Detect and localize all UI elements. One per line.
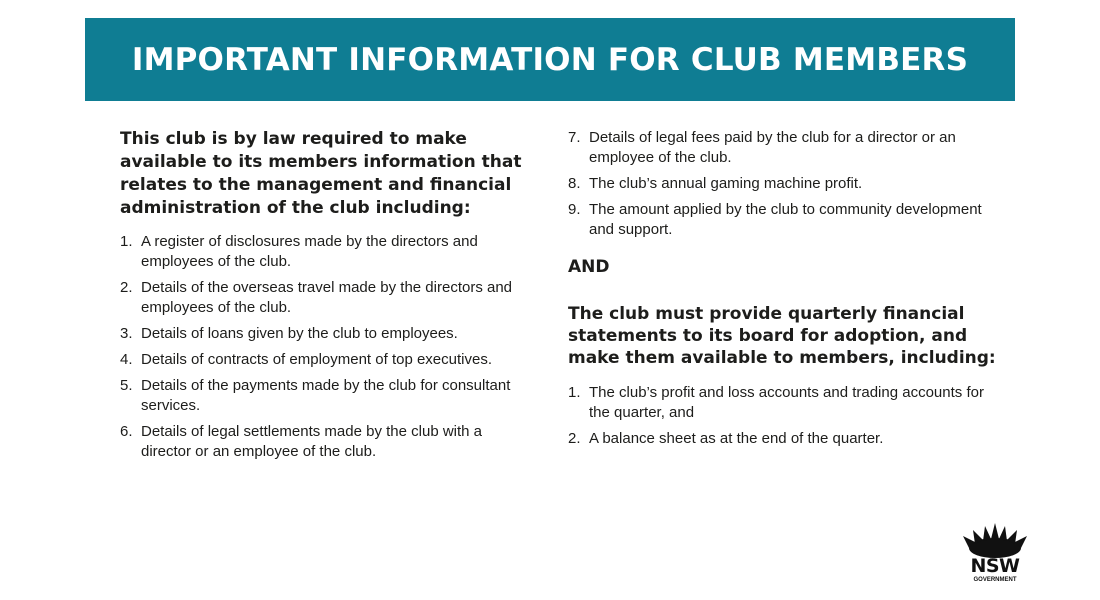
title-banner bbox=[85, 18, 1015, 101]
item-text: A register of disclosures made by the directors and employees of the club. bbox=[141, 233, 478, 270]
quarterly-intro: The club must provide quarterly financial statements to its board for adoption, and make them available to members, including: bbox=[568, 304, 996, 368]
list-item bbox=[568, 174, 998, 194]
item-number: 8. bbox=[568, 175, 581, 192]
item-text: The amount applied by the club to community development and support. bbox=[589, 201, 982, 238]
item-text: Details of loans given by the club to employees. bbox=[141, 325, 458, 342]
list-item bbox=[568, 200, 998, 240]
list-item bbox=[120, 376, 530, 416]
waratah-icon bbox=[955, 520, 1035, 560]
list-item bbox=[568, 429, 998, 449]
quarterly-list bbox=[568, 383, 998, 449]
item-number: 9. bbox=[568, 201, 581, 218]
item-text: The club’s profit and loss accounts and trading accounts for the quarter, and bbox=[589, 384, 984, 421]
left-list bbox=[120, 232, 530, 462]
list-item bbox=[568, 383, 998, 423]
and-heading: AND bbox=[568, 257, 610, 277]
list-item bbox=[568, 128, 998, 168]
page-title: IMPORTANT INFORMATION FOR CLUB MEMBERS bbox=[131, 41, 969, 78]
list-item bbox=[120, 350, 530, 370]
item-number: 4. bbox=[120, 351, 133, 368]
item-number: 1. bbox=[120, 233, 133, 250]
right-column bbox=[568, 128, 998, 455]
list-item bbox=[120, 422, 530, 462]
logo-subtext: GOVERNMENT bbox=[973, 577, 1017, 583]
item-number: 2. bbox=[568, 430, 581, 447]
right-list bbox=[568, 128, 998, 240]
item-text: A balance sheet as at the end of the quarter. bbox=[589, 430, 884, 447]
left-intro: This club is by law required to make available to its members information that relates to the management and financial administration of the club including: bbox=[120, 129, 522, 218]
item-number: 1. bbox=[568, 384, 581, 401]
item-number: 2. bbox=[120, 279, 133, 296]
item-text: Details of legal settlements made by the club with a director or an employee of the club. bbox=[141, 423, 483, 460]
item-text: Details of contracts of employment of top executives. bbox=[141, 351, 492, 368]
left-column bbox=[120, 128, 530, 468]
item-text: Details of the payments made by the club for consultant services. bbox=[141, 377, 511, 414]
list-item bbox=[120, 232, 530, 272]
item-number: 5. bbox=[120, 377, 133, 394]
nsw-government-logo bbox=[955, 520, 1035, 590]
item-text: The club’s annual gaming machine profit. bbox=[589, 175, 863, 192]
list-item bbox=[120, 324, 530, 344]
item-number: 6. bbox=[120, 423, 133, 440]
item-number: 3. bbox=[120, 325, 133, 342]
item-text: Details of the overseas travel made by the directors and employees of the club. bbox=[141, 279, 513, 316]
list-item bbox=[120, 278, 530, 318]
item-number: 7. bbox=[568, 129, 581, 146]
logo-text: NSW bbox=[970, 555, 1020, 577]
item-text: Details of legal fees paid by the club for a director or an employee of the club. bbox=[589, 129, 956, 166]
